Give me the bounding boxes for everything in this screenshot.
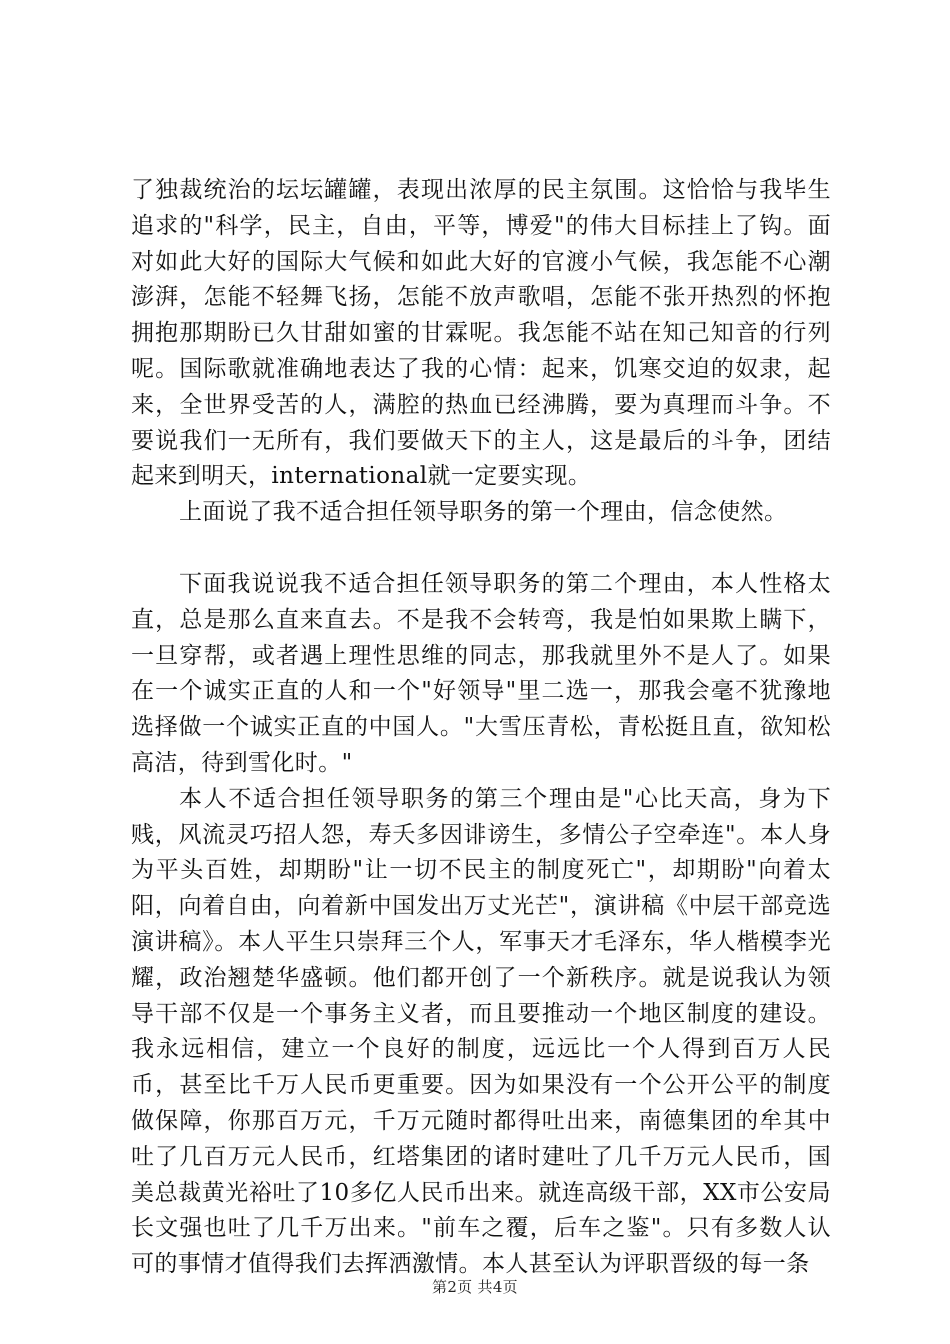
paragraph-first-reason-summary: 上面说了我不适合担任领导职务的第一个理由，信念使然。 xyxy=(179,499,788,526)
paragraph-second-reason: 下面我说说我不适合担任领导职务的第二个理由，本人性格太直，总是那么直来直去。不是我不会转弯，我是怕如果欺上瞒下，一旦穿帮，或者遇上理性思维的同志，那我就里外不是人了。如果在一个诚实正直的人和一个"好领导"里二选一，那我会毫不犹豫地选择做一个诚实正直的中国人。"大雪压青松，青松挺且直，欲知松高洁，待到雪化时。" xyxy=(131,570,831,776)
paragraph-third-reason: 本人不适合担任领导职务的第三个理由是"心比天高，身为下贱，风流灵巧招人怨，寿夭多因诽谤生，多情公子空牵连"。本人身为平头百姓，却期盼"让一切不民主的制度死亡"，却期盼"向着太阳，向着自由，向着新中国发出万丈光芒"，演讲稿《中层干部竞选演讲稿》。本人平生只崇拜三个人，军事天才毛泽东，华人楷模李光耀，政治翘楚华盛顿。他们都开创了一个新秩序。就是说我认为领导干部不仅是一个事务主义者，而且要推动一个地区制度的建设。我永远相信，建立一个良好的制度，远远比一个人得到百万人民币，甚至比千万人民币更重要。因为如果没有一个公开公平的制度做保障，你那百万元，千万元随时都得吐出来，南德集团的牟其中吐了几百万元人民币，红塔集团的诸时建吐了几千万元人民币，国美总裁黄光裕吐了10多亿人民币出来。就连高级干部，XX市公安局长文强也吐了几千万出来。"前车之覆，后车之鉴"。只有多数人认可的事情才值得我们去挥洒激情。本人甚至认为评职晋级的每一条 xyxy=(131,785,831,1278)
document-body xyxy=(131,173,831,1283)
paragraph-continuation: 了独裁统治的坛坛罐罐，表现出浓厚的民主氛围。这恰恰与我毕生追求的"科学，民主，自由，平等，博爱"的伟大目标挂上了钩。面对如此大好的国际大气候和如此大好的官渡小气候，我怎能不心潮澎湃，怎能不轻舞飞扬，怎能不放声歌唱，怎能不张开热烈的怀抱拥抱那期盼已久甘甜如蜜的甘霖呢。我怎能不站在知己知音的行列呢。国际歌就准确地表达了我的心情：起来，饥寒交迫的奴隶，起来，全世界受苦的人，满腔的热血已经沸腾，要为真理而斗争。不要说我们一无所有，我们要做天下的主人，这是最后的斗争，团结起来到明天，international就一定要实现。 xyxy=(131,177,831,490)
page-number-footer: 第2页 共4页 xyxy=(432,1278,518,1296)
